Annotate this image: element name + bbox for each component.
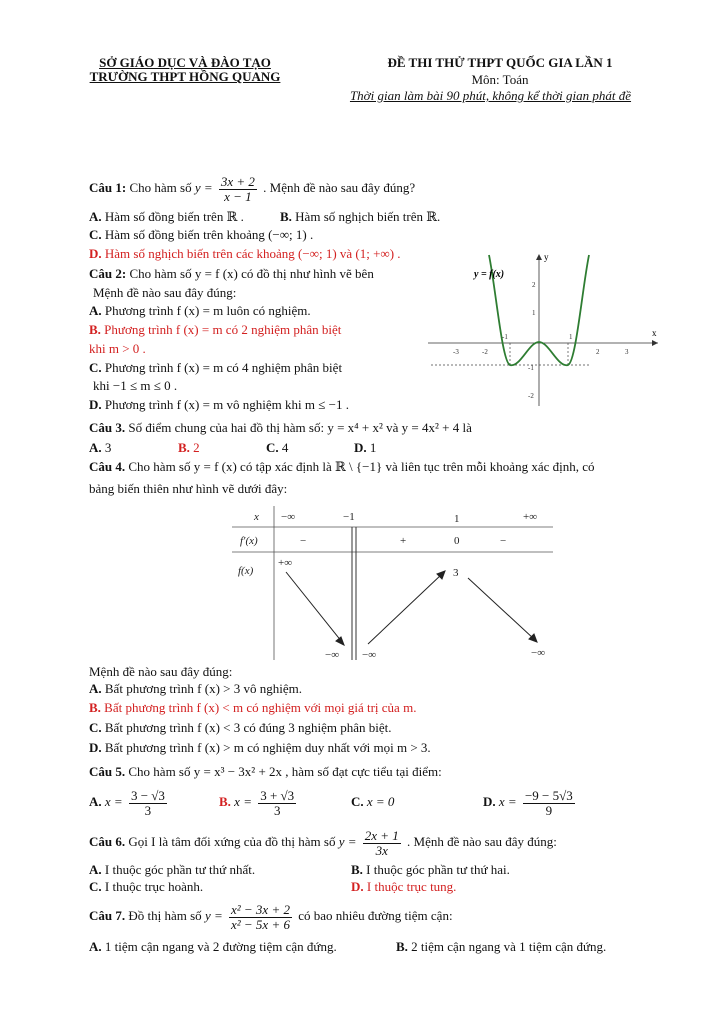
q7-label: Câu 7. — [89, 908, 126, 923]
q7-a-label: A. — [89, 939, 102, 954]
q5-a-num: 3 − √3 — [130, 787, 165, 803]
q1-a-text: Hàm số đồng biến trên ℝ . — [104, 209, 244, 224]
q6-option-a[interactable] — [89, 862, 255, 878]
header-school: TRƯỜNG THPT HỒNG QUANG — [89, 69, 281, 84]
graph-xtick-2: 2 — [596, 348, 600, 356]
q2-b-label: B. — [89, 322, 101, 337]
table-f-pos-inf: +∞ — [278, 557, 293, 569]
q2-a-label: A. — [89, 303, 102, 318]
graph-xtick-neg2: -2 — [482, 348, 488, 356]
q2-a-text: Phương trình f (x) = m luôn có nghiệm. — [104, 303, 311, 318]
graph-ytick-neg1: -1 — [528, 364, 534, 372]
q7-option-b[interactable] — [396, 939, 606, 955]
q6-b-text: I thuộc góc phần tư thứ hai. — [366, 862, 510, 877]
q3-a-label: A. — [89, 440, 102, 455]
q4-intro: Mệnh đề nào sau đây đúng: — [89, 664, 233, 679]
question-7 — [89, 898, 453, 934]
graph-xtick-1: 1 — [569, 333, 573, 341]
q1-func-num: 3x + 2 — [220, 173, 255, 189]
q5-option-c[interactable] — [351, 786, 394, 818]
table-fp-zero: 0 — [454, 535, 460, 547]
q2-c-label: C. — [89, 360, 102, 375]
q5-d-prefix: x = — [498, 794, 517, 809]
question-3 — [89, 420, 472, 436]
q5-c-text: x = 0 — [366, 794, 395, 809]
q2-option-d[interactable] — [89, 397, 349, 413]
table-fp-minus2: − — [500, 535, 507, 547]
header-subject: Môn: Toán — [471, 72, 529, 87]
table-arrow-up — [368, 574, 442, 644]
q6-label: Câu 6. — [89, 834, 126, 849]
q4-text-cont: bảng biến thiên như hình vẽ dưới đây: — [89, 481, 288, 496]
graph-xtick-3: 3 — [625, 348, 629, 356]
q3-c-label: C. — [266, 440, 279, 455]
q6-text-after: . Mệnh đề nào sau đây đúng: — [407, 834, 557, 849]
q5-a-fraction — [129, 789, 167, 818]
q1-d-text: Hàm số nghịch biến trên các khoảng (−∞; 1) và (1; +∞) . — [104, 246, 401, 261]
graph-xtick-neg1: -1 — [502, 333, 508, 341]
header-exam-title: ĐỀ THI THỬ THPT QUỐC GIA LẦN 1 — [387, 55, 613, 70]
table-x-label: x — [254, 511, 259, 523]
q5-a-label: A. — [89, 794, 102, 809]
q4-option-a[interactable] — [89, 681, 302, 697]
table-fp-minus1: − — [300, 535, 307, 547]
q2-label: Câu 2: — [89, 266, 127, 281]
table-arrow-down-1 — [286, 572, 342, 642]
q5-text: Cho hàm số y = x³ − 3x² + 2x , hàm số đạt cực tiểu tại điểm: — [128, 764, 442, 779]
q6-text: Gọi I là tâm đối xứng của đồ thị hàm số — [128, 834, 336, 849]
q6-d-label: D. — [351, 879, 364, 894]
q6-func-num: 2x + 1 — [364, 827, 399, 843]
q3-d-text: 1 — [369, 440, 377, 455]
graph-ytick-1: 1 — [532, 309, 536, 317]
table-f-neg-inf-end: −∞ — [531, 647, 546, 659]
q7-text: Đồ thị hàm số — [128, 908, 202, 923]
q1-fraction — [219, 175, 257, 204]
header-duration: Thời gian làm bài 90 phút, không kể thời gian phát đề — [349, 88, 632, 103]
q3-b-text: 2 — [193, 440, 200, 455]
q1-d-label: D. — [89, 246, 102, 261]
q6-d-text: I thuộc trục tung. — [366, 879, 457, 894]
table-x-pos-inf: +∞ — [523, 511, 538, 523]
table-arrowhead-1 — [336, 637, 344, 645]
q5-option-d[interactable] — [483, 786, 578, 818]
q2-intro: Mệnh đề nào sau đây đúng: — [93, 285, 237, 300]
q5-b-num: 3 + √3 — [260, 787, 295, 803]
table-fp-label: f′(x) — [240, 535, 258, 547]
q5-b-fraction — [258, 789, 296, 818]
q5-c-label: C. — [351, 794, 364, 809]
q2-c-text: Phương trình f (x) = m có 4 nghiệm phân biệt — [104, 360, 343, 375]
question-5 — [89, 764, 442, 780]
q1-option-a[interactable] — [89, 209, 244, 225]
q1-label: Câu 1: — [89, 180, 127, 195]
q6-func-den: 3x — [375, 842, 388, 858]
graph-function-label: y = f(x) — [474, 269, 505, 280]
q1-c-label: C. — [89, 227, 102, 242]
q2-text: Cho hàm số y = f (x) có đồ thị như hình vẽ bên — [129, 266, 374, 281]
q6-a-text: I thuộc góc phần tư thứ nhất. — [104, 862, 256, 877]
q1-option-c[interactable] — [89, 227, 313, 243]
q4-d-text: Bất phương trình f (x) > m có nghiệm duy nhất với mọi m > 3. — [104, 740, 431, 755]
q3-option-a[interactable] — [89, 440, 111, 456]
q3-option-d[interactable] — [354, 440, 376, 456]
q6-option-d[interactable] — [351, 879, 456, 895]
q5-d-den: 9 — [545, 802, 553, 818]
table-f-neg-inf-right: −∞ — [362, 649, 377, 661]
q7-a-text: 1 tiệm cận ngang và 2 đường tiệm cận đứng. — [104, 939, 337, 954]
q1-option-d[interactable] — [89, 246, 401, 262]
q4-text: Cho hàm số y = f (x) có tập xác định là ℝ \ {−1} và liên tục trên mỗi khoảng xác định, có — [128, 459, 595, 474]
table-fp-plus: + — [400, 535, 407, 547]
q5-b-prefix: x = — [234, 794, 252, 809]
q4-a-label: A. — [89, 681, 102, 696]
q6-a-label: A. — [89, 862, 102, 877]
table-x-neg-inf: −∞ — [281, 511, 296, 523]
q5-b-label: B. — [219, 794, 231, 809]
q6-option-c[interactable] — [89, 879, 203, 895]
q4-a-text: Bất phương trình f (x) > 3 vô nghiệm. — [104, 681, 302, 696]
question-1 — [89, 172, 415, 204]
q7-func-num: x² − 3x + 2 — [230, 901, 290, 917]
question-2 — [89, 266, 374, 282]
q4-option-b[interactable] — [89, 700, 416, 716]
q2-b-text: Phương trình f (x) = m có 2 nghiệm phân biệt — [104, 322, 342, 337]
question-6 — [89, 826, 557, 858]
table-arrow-down-2 — [468, 578, 534, 639]
q6-c-text: I thuộc trục hoành. — [104, 879, 204, 894]
table-f-max: 3 — [453, 567, 459, 579]
q4-variation-table — [228, 502, 558, 664]
q7-option-a[interactable] — [89, 939, 337, 955]
q3-label: Câu 3. — [89, 420, 126, 435]
table-f-neg-inf-left: −∞ — [325, 649, 340, 661]
q1-c-text: Hàm số đồng biến trên khoảng (−∞; 1) . — [104, 227, 314, 242]
q3-c-text: 4 — [281, 440, 289, 455]
q4-label: Câu 4. — [89, 459, 126, 474]
q1-b-label: B. — [280, 209, 292, 224]
q2-function-graph — [426, 250, 666, 410]
q5-d-num: −9 − 5√3 — [524, 787, 573, 803]
q1-a-label: A. — [89, 209, 102, 224]
q1-func-prefix: y = — [194, 180, 213, 195]
q5-option-b[interactable] — [219, 786, 299, 818]
q4-d-label: D. — [89, 740, 102, 755]
q6-c-label: C. — [89, 879, 102, 894]
q3-d-label: D. — [354, 440, 367, 455]
q4-b-text: Bất phương trình f (x) < m có nghiệm với mọi giá trị của m. — [104, 700, 417, 715]
q5-b-den: 3 — [273, 802, 281, 818]
q7-func-den: x² − 5x + 6 — [230, 916, 290, 932]
q3-b-label: B. — [178, 440, 190, 455]
q5-d-fraction — [523, 789, 575, 818]
q6-func-prefix: y = — [338, 834, 357, 849]
q1-b-text: Hàm số nghịch biến trên ℝ. — [295, 209, 441, 224]
graph-x-arrow — [652, 340, 658, 346]
q4-option-c[interactable] — [89, 720, 392, 736]
q7-func-prefix: y = — [204, 908, 223, 923]
q1-option-b[interactable] — [280, 209, 440, 225]
q2-d-label: D. — [89, 397, 102, 412]
q7-b-label: B. — [396, 939, 408, 954]
graph-xtick-neg3: -3 — [453, 348, 459, 356]
q3-text: Số điểm chung của hai đồ thị hàm số: y = x⁴ + x² và y = 4x² + 4 là — [128, 420, 472, 435]
q3-option-b[interactable] — [178, 440, 200, 456]
graph-x-label: x — [652, 328, 657, 338]
table-x-neg1: −1 — [343, 511, 355, 523]
q5-d-label: D. — [483, 794, 496, 809]
q1-text: Cho hàm số — [129, 180, 192, 195]
q7-text-after: có bao nhiêu đường tiệm cận: — [298, 908, 453, 923]
q2-b-text2: khi m > 0 . — [89, 341, 146, 356]
q1-func-den: x − 1 — [224, 188, 252, 204]
q6-fraction — [363, 829, 401, 858]
q4-b-label: B. — [89, 700, 101, 715]
q2-option-a[interactable] — [89, 303, 311, 319]
q7-fraction — [229, 903, 292, 932]
graph-y-label: y — [544, 252, 549, 262]
q7-b-text: 2 tiệm cận ngang và 1 tiệm cận đứng. — [411, 939, 607, 954]
q5-label: Câu 5. — [89, 764, 126, 779]
q4-c-text: Bất phương trình f (x) < 3 có đúng 3 nghiệm phân biệt. — [104, 720, 392, 735]
graph-ytick-neg2: -2 — [528, 392, 534, 400]
q3-option-c[interactable] — [266, 440, 288, 456]
q5-option-a[interactable] — [89, 786, 170, 818]
q4-option-d[interactable] — [89, 740, 431, 756]
graph-ytick-2: 2 — [532, 281, 536, 289]
q2-option-b-cont — [89, 341, 146, 357]
q5-a-den: 3 — [144, 802, 152, 818]
q4-c-label: C. — [89, 720, 102, 735]
q2-option-b[interactable] — [89, 322, 341, 338]
q1-text-after: . Mệnh đề nào sau đây đúng? — [263, 180, 416, 195]
header-department: SỞ GIÁO DỤC VÀ ĐÀO TẠO — [99, 55, 271, 70]
table-x-1: 1 — [454, 513, 460, 525]
table-f-label: f(x) — [238, 565, 254, 577]
question-4 — [89, 459, 595, 475]
q6-option-b[interactable] — [351, 862, 510, 878]
q3-a-text: 3 — [104, 440, 112, 455]
graph-y-arrow — [536, 254, 542, 260]
q2-d-text: Phương trình f (x) = m vô nghiệm khi m ≤ −1 . — [104, 397, 349, 412]
q6-b-label: B. — [351, 862, 363, 877]
q2-option-c-cont: khi −1 ≤ m ≤ 0 . — [93, 378, 178, 393]
q5-a-prefix: x = — [104, 794, 123, 809]
q2-option-c[interactable] — [89, 360, 342, 376]
